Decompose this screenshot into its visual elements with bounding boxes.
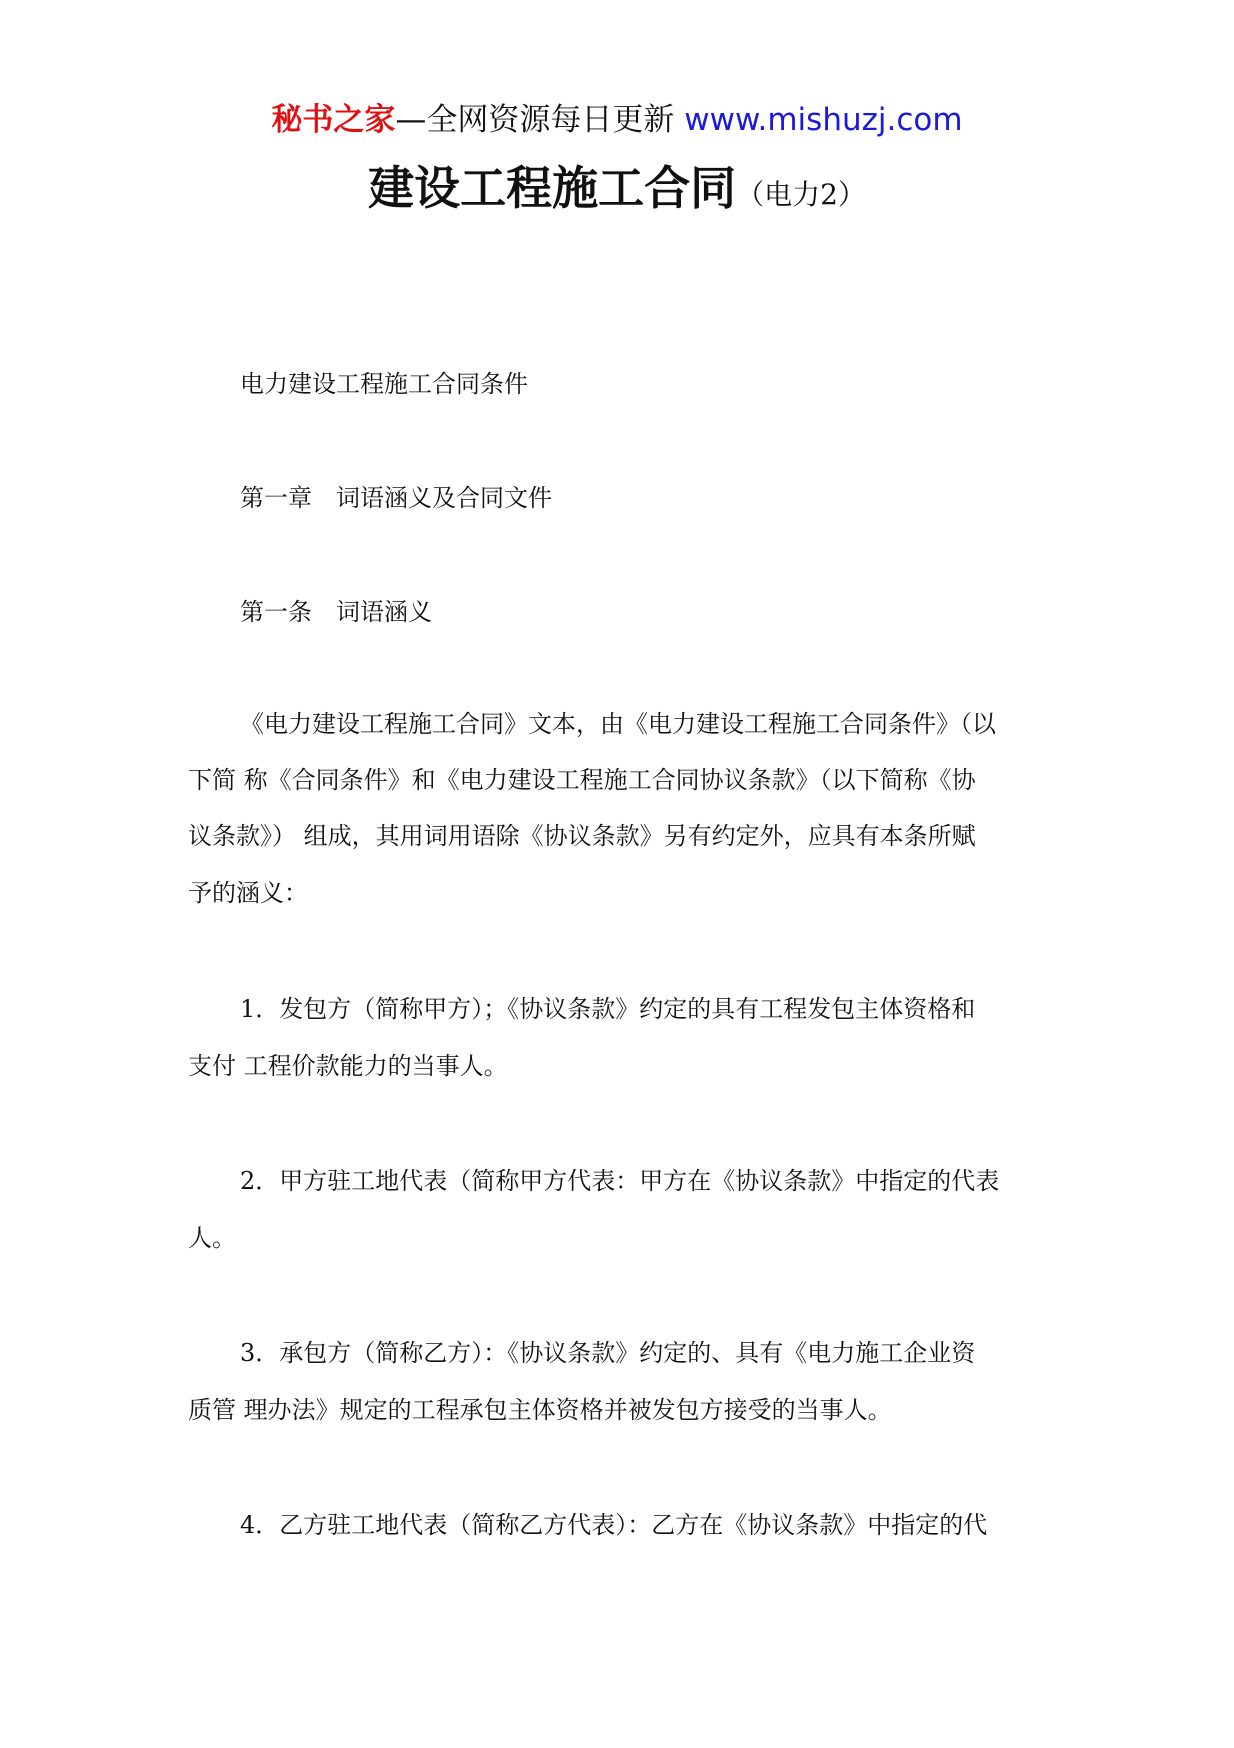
article-title: 词语涵义 [336,598,432,626]
title-main: 建设工程施工合同 [368,161,737,215]
item-3-line-1: 3．承包方（简称乙方）：《协议条款》约定的、具有《电力施工企业资 [240,1339,976,1367]
banner-tagline: —全网资源每日更新 [395,102,675,138]
item-4-line-1: 4．乙方驻工地代表（简称乙方代表）：乙方在《协议条款》中指定的代 [240,1511,988,1539]
brand-name: 秘书之家 [271,102,396,138]
item-1-line-1: 1．发包方（简称甲方）；《协议条款》约定的具有工程发包主体资格和 [240,995,976,1023]
chapter-title: 词语涵义及合同文件 [336,484,552,512]
item-3-line-2: 质管 理办法》规定的工程承包主体资格并被发包方接受的当事人。 [188,1396,892,1424]
item-2-line-1: 2．甲方驻工地代表（简称甲方代表：甲方在《协议条款》中指定的代表 [240,1167,1000,1195]
intro-line-4: 予的涵义： [188,879,308,907]
section-heading: 电力建设工程施工合同条件 [240,370,528,398]
item-2-line-2: 人。 [188,1224,236,1252]
article-number: 第一条 [240,598,312,626]
intro-line-3: 议条款》） 组成，其用词用语除《协议条款》另有约定外，应具有本条所赋 [188,822,976,850]
site-url-link[interactable]: www.mishuzj.com [684,102,963,138]
site-banner [0,100,1234,140]
title-subtitle: （电力2） [736,178,866,211]
item-1-line-2: 支付 工程价款能力的当事人。 [188,1052,508,1080]
intro-line-2: 下简 称《合同条件》和《电力建设工程施工合同协议条款》（以下简称《协 [188,766,976,794]
chapter-heading [240,482,552,514]
intro-line-1: 《电力建设工程施工合同》文本，由《电力建设工程施工合同条件》（以 [240,710,996,738]
document-title [0,152,1234,218]
article-heading [240,596,432,628]
chapter-number: 第一章 [240,484,312,512]
